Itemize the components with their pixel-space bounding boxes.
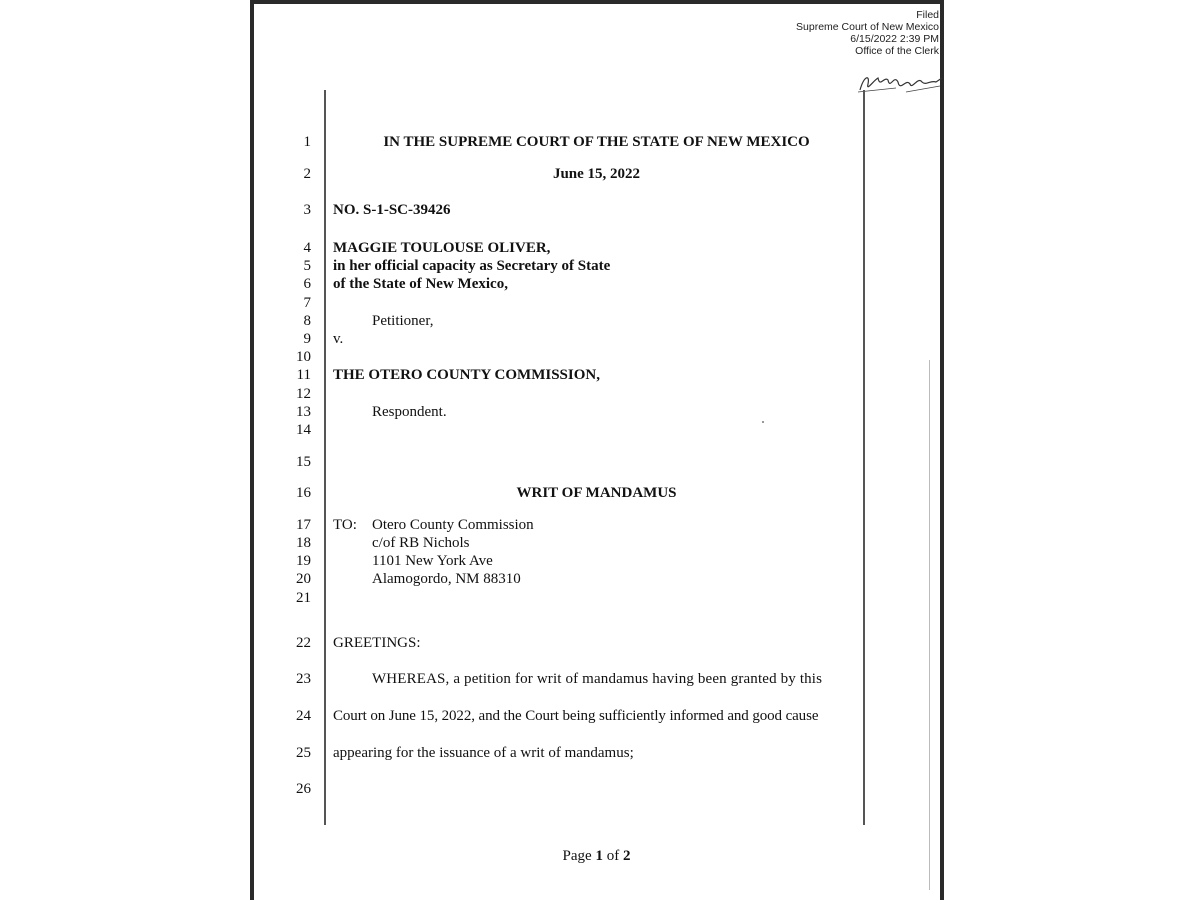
stamp-datetime: 6/15/2022 2:39 PM xyxy=(850,33,939,45)
line-number: 17 xyxy=(296,517,311,533)
clerk-signature-icon xyxy=(856,70,946,98)
address-line-4: Alamogordo, NM 88310 xyxy=(372,571,521,587)
petitioner-state: of the State of New Mexico, xyxy=(333,276,508,292)
line-number: 20 xyxy=(296,571,311,587)
line-number: 6 xyxy=(303,276,311,292)
line-number: 10 xyxy=(296,349,311,365)
writ-title: WRIT OF MANDAMUS xyxy=(516,485,677,501)
line-number: 26 xyxy=(296,781,311,797)
line-number: 16 xyxy=(296,485,311,501)
address-line-2: c/of RB Nichols xyxy=(372,535,470,551)
scan-speck xyxy=(762,421,764,423)
line-number: 12 xyxy=(296,386,311,402)
line-number: 2 xyxy=(303,166,311,182)
petitioner-capacity: in her official capacity as Secretary of State xyxy=(333,258,611,274)
versus-text: v. xyxy=(333,331,344,347)
line-number: 5 xyxy=(303,258,311,274)
body-line-23: WHEREAS, a petition for writ of mandamus having been granted by this xyxy=(372,671,823,687)
stamp-filed: Filed xyxy=(916,9,939,21)
line-number: 25 xyxy=(296,745,311,761)
page-edge-line xyxy=(929,360,930,890)
petitioner-name: MAGGIE TOULOUSE OLIVER, xyxy=(333,240,551,256)
line-number: 24 xyxy=(296,708,311,724)
petitioner-label: Petitioner, xyxy=(372,313,434,329)
respondent-name: THE OTERO COUNTY COMMISSION, xyxy=(333,367,600,383)
line-number: 3 xyxy=(303,202,311,218)
respondent-label: Respondent. xyxy=(372,404,447,420)
left-margin-rule xyxy=(324,90,326,825)
line-number: 23 xyxy=(296,671,311,687)
page-footer xyxy=(330,848,863,865)
address-line-1: Otero County Commission xyxy=(372,517,534,533)
stamp-office: Office of the Clerk xyxy=(855,45,939,57)
line-number: 11 xyxy=(296,367,311,383)
line-number: 15 xyxy=(296,454,311,470)
address-line-3: 1101 New York Ave xyxy=(372,553,493,569)
line-number: 7 xyxy=(303,295,311,311)
filing-date: June 15, 2022 xyxy=(552,166,641,182)
line-number: 8 xyxy=(303,313,311,329)
body-line-24: Court on June 15, 2022, and the Court being sufficiently informed and good cause xyxy=(333,708,819,724)
right-margin-rule xyxy=(863,90,865,825)
stamp-court: Supreme Court of New Mexico xyxy=(796,21,939,33)
line-number: 14 xyxy=(296,422,311,438)
line-number: 21 xyxy=(296,590,311,606)
filing-stamp xyxy=(796,9,939,57)
line-number: 4 xyxy=(303,240,311,256)
to-label: TO: xyxy=(333,517,357,533)
line-number: 1 xyxy=(303,134,311,150)
page-of: of xyxy=(606,848,620,864)
court-title: IN THE SUPREME COURT OF THE STATE OF NEW MEXICO xyxy=(383,134,810,150)
page-total: 2 xyxy=(622,848,631,864)
body-line-25: appearing for the issuance of a writ of mandamus; xyxy=(333,745,634,761)
line-number: 13 xyxy=(296,404,311,420)
line-number: 22 xyxy=(296,635,311,651)
page-word: Page xyxy=(562,848,592,864)
case-number: NO. S-1-SC-39426 xyxy=(333,202,451,218)
line-number: 19 xyxy=(296,553,311,569)
line-number: 9 xyxy=(303,331,311,347)
line-number: 18 xyxy=(296,535,311,551)
page-current: 1 xyxy=(595,848,603,864)
greetings-text: GREETINGS: xyxy=(333,635,421,651)
